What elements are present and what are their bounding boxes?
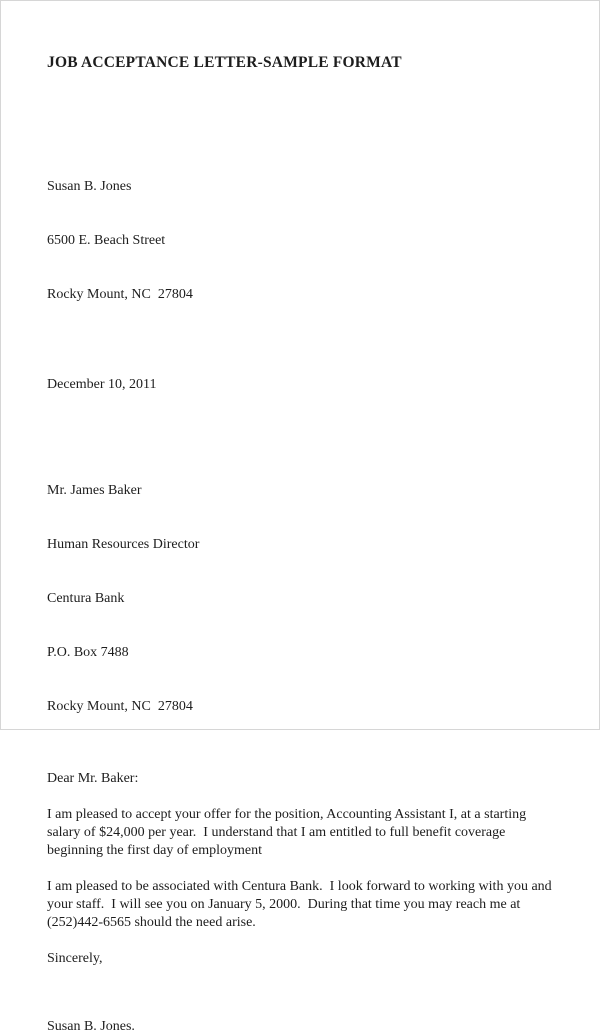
letter-date: December 10, 2011 [47, 377, 157, 392]
sender-name: Susan B. Jones [47, 179, 132, 194]
body-paragraph-2: I am pleased to be associated with Centura Bank. I look forward to working with you and your staff. I will see you on January 5, 2000. During that time you may reach me at (252)442-6565 should the need arise. [47, 879, 556, 930]
sender-street: 6500 E. Beach Street [47, 233, 166, 248]
salutation: Dear Mr. Baker: [47, 771, 139, 786]
sender-city-state-zip: Rocky Mount, NC 27804 [47, 287, 193, 302]
recipient-po-box: P.O. Box 7488 [47, 645, 129, 660]
closing: Sincerely, [47, 951, 103, 966]
letter-title: JOB ACCEPTANCE LETTER-SAMPLE FORMAT [47, 54, 402, 71]
sender-address-block [47, 142, 553, 340]
recipient-title: Human Resources Director [47, 537, 200, 552]
signature-name: Susan B. Jones. [47, 1019, 135, 1034]
recipient-name: Mr. James Baker [47, 483, 142, 498]
recipient-city-state-zip: Rocky Mount, NC 27804 [47, 699, 193, 714]
recipient-address-block [47, 446, 553, 752]
body-paragraph-1: I am pleased to accept your offer for the position, Accounting Assistant I, at a starting salary of $24,000 per year. I understand that I am entitled to full benefit coverage beginning the first day of employment [47, 807, 530, 858]
recipient-company: Centura Bank [47, 591, 125, 606]
